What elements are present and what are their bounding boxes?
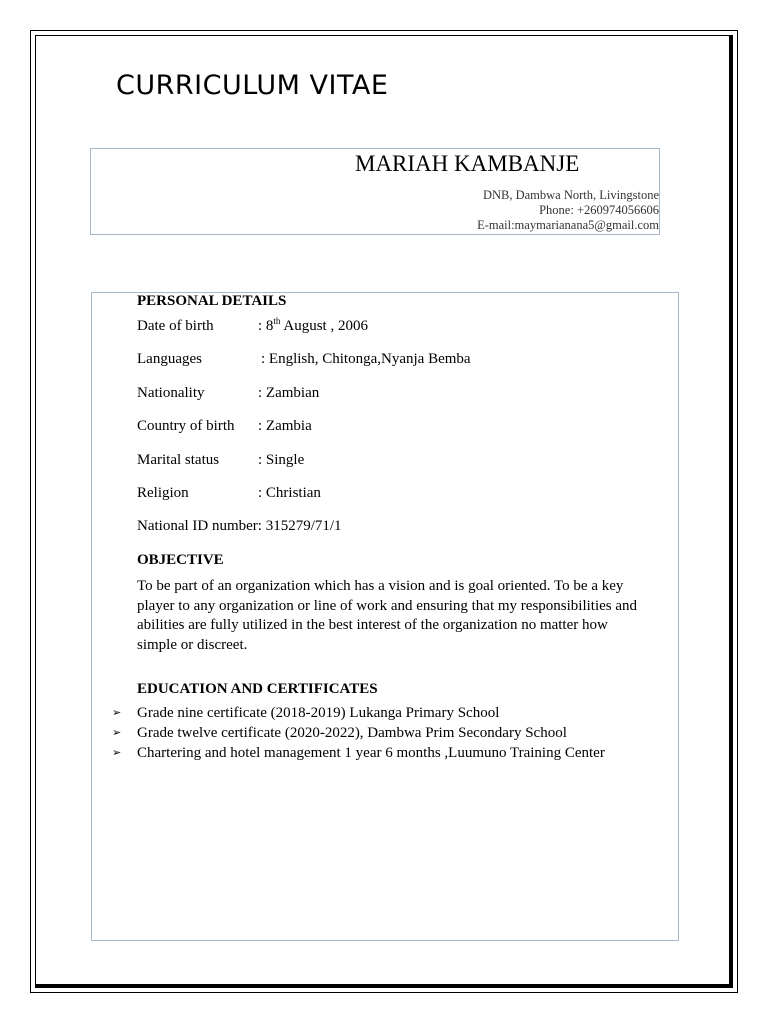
detail-label: Country of birth [137, 418, 235, 434]
objective-text: To be part of an organization which has a vision and is goal oriented. To be a key player to any organization or line of work and ensuring that my responsibilities and abilities are fully utilized in the best interest of the organization no matter how simple or discreet. [137, 578, 638, 653]
detail-label: Languages [137, 351, 202, 367]
arrow-bullet-icon: ➢ [112, 706, 122, 719]
detail-row-languages [137, 351, 471, 368]
arrow-bullet-icon: ➢ [112, 746, 122, 759]
detail-value: : Zambia [258, 418, 312, 434]
education-item-text: Chartering and hotel management 1 year 6 months ,Luumuno Training Center [137, 745, 605, 761]
contact-email: E-mail:maymarianana5@gmail.com [477, 218, 659, 232]
detail-value: : Christian [258, 485, 321, 501]
detail-label: Date of birth [137, 318, 214, 334]
detail-label: Nationality [137, 385, 205, 401]
objective-title: OBJECTIVE [137, 552, 224, 568]
dob-day: : 8 [258, 318, 274, 334]
document-heading: CURRICULUM VITAE [116, 70, 389, 101]
detail-value [258, 318, 368, 335]
detail-row-dob [137, 316, 368, 335]
detail-label: Religion [137, 485, 189, 501]
personal-details-title: PERSONAL DETAILS [137, 293, 287, 309]
candidate-name: MARIAH KAMBANJE [355, 151, 580, 176]
detail-row-national-id: National ID number: 315279/71/1 [137, 518, 342, 534]
education-item-text: Grade nine certificate (2018-2019) Lukanga Primary School [137, 705, 500, 721]
detail-row-country [137, 418, 312, 435]
detail-row-religion [137, 485, 321, 502]
detail-row-nationality [137, 385, 320, 402]
dob-rest: August , 2006 [280, 318, 368, 334]
education-item-text: Grade twelve certificate (2020-2022), Dambwa Prim Secondary School [137, 725, 567, 741]
detail-row-marital [137, 452, 305, 469]
contact-address: DNB, Dambwa North, Livingstone [482, 188, 659, 202]
contact-block [477, 188, 659, 233]
detail-label: Marital status [137, 452, 220, 468]
name-contact-box [90, 148, 660, 235]
contact-phone: Phone: +260974056606 [539, 203, 659, 217]
detail-value: : English, Chitonga,Nyanja Bemba [261, 351, 471, 367]
detail-value: : Zambian [258, 385, 320, 401]
education-title: EDUCATION AND CERTIFICATES [137, 681, 378, 697]
detail-value: : Single [258, 452, 305, 468]
dob-suffix: th [273, 316, 281, 326]
arrow-bullet-icon: ➢ [112, 726, 122, 739]
